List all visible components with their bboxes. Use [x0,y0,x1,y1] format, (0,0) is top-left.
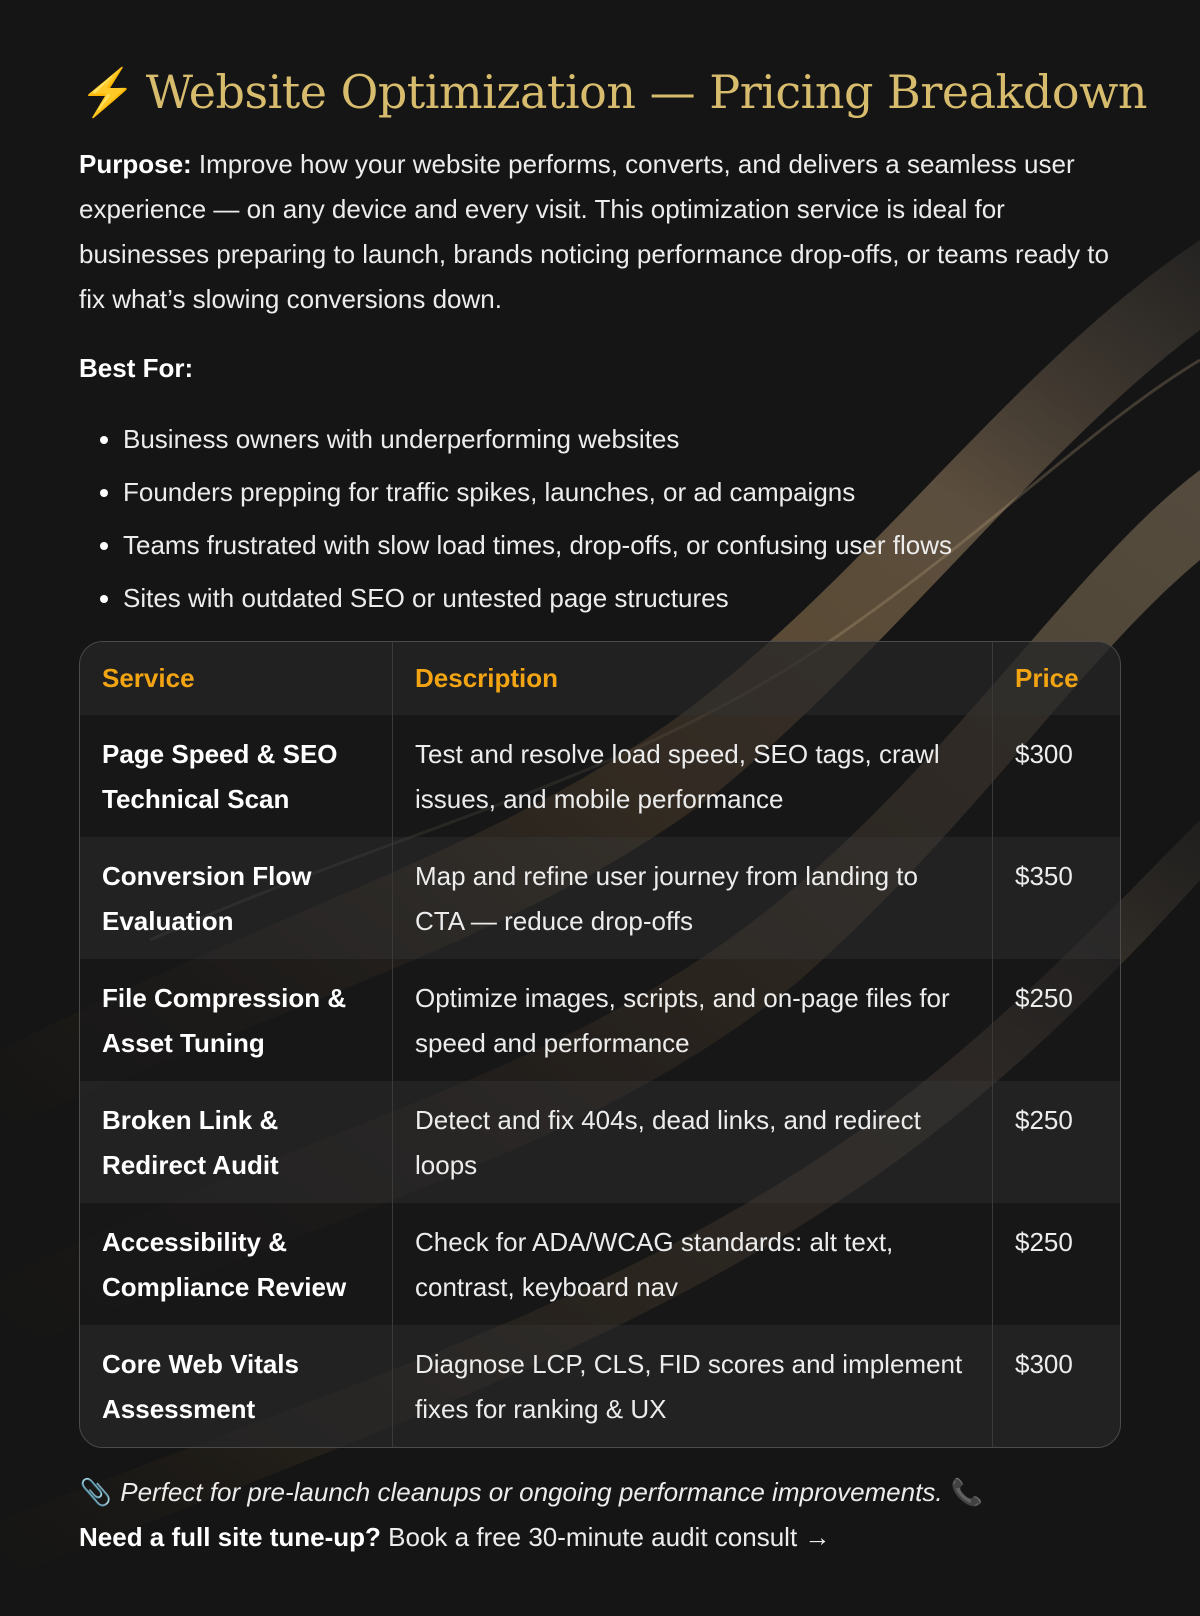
best-for-list [79,413,1120,625]
table-header-row [80,642,1120,715]
cta-link[interactable]: Book a free 30-minute audit consult → [380,1522,831,1552]
description-cell: Diagnose LCP, CLS, FID scores and implement fixes for ranking & UX [393,1325,993,1447]
phone-icon: 📞 [950,1477,983,1507]
service-cell: Conversion Flow Evaluation [80,837,393,959]
table-row [80,715,1120,837]
list-item: • Teams frustrated with slow load times, drop-offs, or confusing user flows [123,519,1120,572]
service-cell: File Compression & Asset Tuning [80,959,393,1081]
purpose-paragraph [79,142,1120,322]
price-cell: $250 [993,959,1121,1081]
service-cell: Broken Link & Redirect Audit [80,1081,393,1203]
footer-note [79,1470,1120,1560]
list-item: • Founders prepping for traffic spikes, launches, or ad campaigns [123,466,1120,519]
service-cell: Core Web Vitals Assessment [80,1325,393,1447]
description-cell: Map and refine user journey from landing to CTA — reduce drop-offs [393,837,993,959]
footer-note-text: Perfect for pre-launch cleanups or ongoing performance improvements. [120,1477,943,1507]
pricing-table [79,641,1121,1448]
price-cell: $300 [993,1325,1121,1447]
lightning-bolt-icon: ⚡ [79,65,136,119]
header-price: Price [993,642,1121,715]
table-row [80,1203,1120,1325]
header-service: Service [80,642,393,715]
paperclip-icon: 📎 [79,1477,113,1507]
service-cell: Accessibility & Compliance Review [80,1203,393,1325]
price-cell: $250 [993,1203,1121,1325]
purpose-label: Purpose: [79,149,192,179]
purpose-text: Improve how your website performs, converts, and delivers a seamless user experience — on any device and every visit. This optimization service is ideal for businesses preparing to launch, brands noticing performance drop-offs, or teams ready to fix what’s slowing conversions down. [79,149,1109,314]
price-cell: $300 [993,715,1121,837]
list-item: • Sites with outdated SEO or untested page structures [123,572,1120,625]
best-for-heading: Best For: [79,353,194,383]
description-cell: Optimize images, scripts, and on-page files for speed and performance [393,959,993,1081]
list-item: • Business owners with underperforming websites [123,413,1120,466]
description-cell: Test and resolve load speed, SEO tags, crawl issues, and mobile performance [393,715,993,837]
description-cell: Detect and fix 404s, dead links, and redirect loops [393,1081,993,1203]
table-row [80,837,1120,959]
page-title [79,52,1148,132]
price-cell: $350 [993,837,1121,959]
page-title-text: Website Optimization — Pricing Breakdown [145,65,1148,119]
table-row [80,959,1120,1081]
description-cell: Check for ADA/WCAG standards: alt text, contrast, keyboard nav [393,1203,993,1325]
header-description: Description [393,642,993,715]
table-row [80,1325,1120,1447]
price-cell: $250 [993,1081,1121,1203]
cta-label: Need a full site tune-up? [79,1522,381,1552]
table-row [80,1081,1120,1203]
service-cell: Page Speed & SEO Technical Scan [80,715,393,837]
